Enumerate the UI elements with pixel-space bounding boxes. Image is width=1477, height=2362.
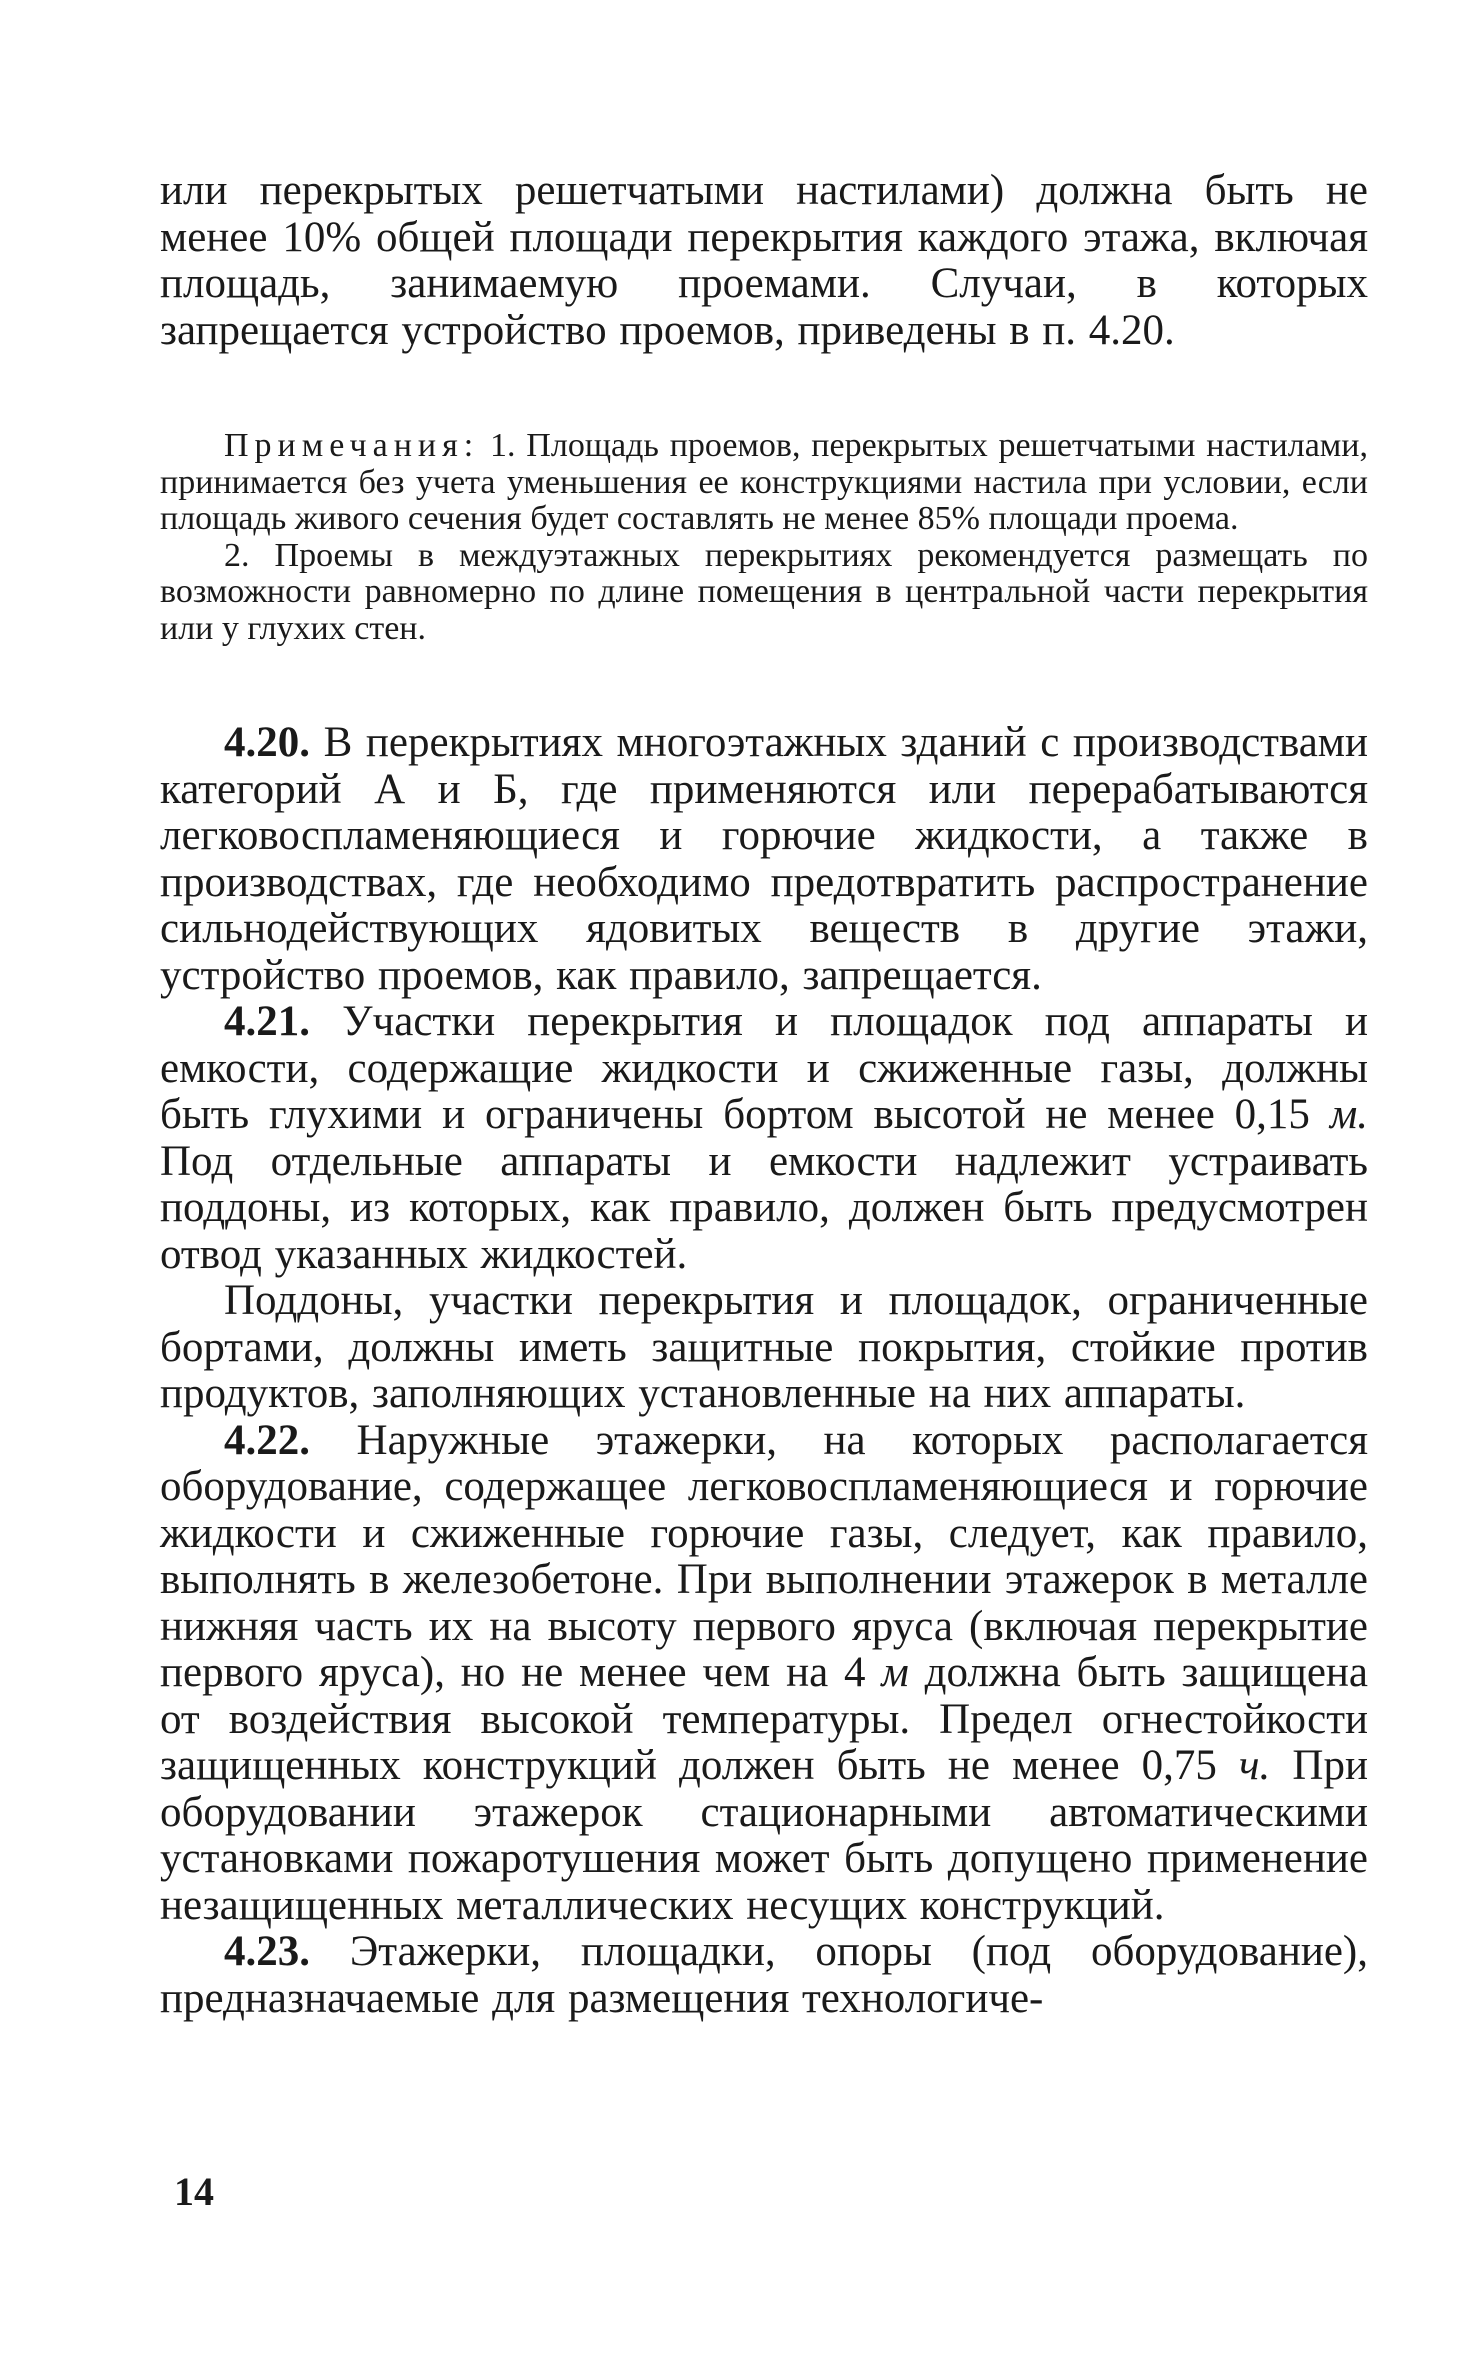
note-1-text: 1. Площадь проемов, перекрытых решетчатыми настилами, принимается без учета уменьшения ее конструкциями настила при условии, если площадь живого сечения будет составлять не менее 85% площади проема. bbox=[160, 427, 1369, 537]
section-4-21 bbox=[160, 999, 1368, 1278]
section-text: Под отдельные аппараты и емкости надлежит устраивать поддоны, из которых, как правило, должен быть предусмотрен отвод указанных жидкостей. bbox=[160, 1137, 1368, 1278]
unit-label: м bbox=[881, 1649, 909, 1696]
page-number: 14 bbox=[174, 2169, 214, 2214]
section-text: Участки перекрытия и площадок под аппараты и емкости, содержащие жидкости и сжиженные газы, должны быть глухими и ограничены бортом высотой не менее 0,15 bbox=[160, 998, 1369, 1138]
section-text: Наружные этажерки, на которых располагается оборудование, содержащее легковоспламеняющиеся и горючие жидкости и сжиженные горючие газы, следует, как правило, выполнять в железобетоне. При выполнении этажерок в металле нижняя часть их на высоту первого яруса (включая перекрытие первого яруса), но не менее чем на 4 bbox=[160, 1416, 1368, 1696]
note-1 bbox=[160, 428, 1368, 538]
unit-label: м. bbox=[1329, 1091, 1369, 1138]
notes-title: Примечания: bbox=[224, 427, 480, 464]
notes-block bbox=[160, 428, 1368, 647]
section-text: должна быть защищена от воздействия высокой температуры. Предел огнестойкости защищенных конструкций должен быть не менее 0,75 bbox=[160, 1649, 1369, 1789]
section-text: Этажерки, площадки, опоры (под оборудование), предназначаемые для размещения технологиче- bbox=[160, 1928, 1368, 2022]
section-number: 4.20. bbox=[224, 719, 310, 766]
section-4-22 bbox=[160, 1418, 1368, 1930]
unit-label: ч. bbox=[1239, 1742, 1271, 1789]
sections-block bbox=[160, 720, 1368, 2022]
intro-block bbox=[160, 168, 1368, 354]
section-number: 4.21. bbox=[224, 998, 310, 1045]
section-4-20 bbox=[160, 720, 1368, 999]
note-2: 2. Проемы в междуэтажных перекрытиях рекомендуется размещать по возможности равномерно по длине помещения в центральной части перекрытия или у глухих стен. bbox=[160, 536, 1368, 647]
section-text: При оборудовании этажерок стационарными автоматическими установками пожаротушения может быть допущено применение незащищенных металлических несущих конструкций. bbox=[160, 1742, 1368, 1929]
section-4-21-continued: Поддоны, участки перекрытия и площадок, ограниченные бортами, должны иметь защитные покрытия, стойкие против продуктов, заполняющих установленные на них аппараты. bbox=[160, 1277, 1368, 1417]
section-number: 4.22. bbox=[224, 1416, 310, 1464]
intro-paragraph: или перекрытых решетчатыми настилами) должна быть не менее 10% общей площади перекрытия каждого этажа, включая площадь, занимаемую проемами. Случаи, в которых запрещается устройство проемов, приведены в п. 4.20. bbox=[160, 167, 1368, 354]
section-number: 4.23. bbox=[224, 1928, 310, 1975]
section-text: В перекрытиях многоэтажных зданий с производствами категорий А и Б, где применяются или перерабатываются легковоспламеняющиеся и горючие жидкости, а также в производствах, где необходимо предотвратить распространение сильнодействующих ядовитых веществ в другие этажи, устройство проемов, как правило, запрещается. bbox=[160, 719, 1368, 999]
section-4-23 bbox=[160, 1929, 1368, 2022]
